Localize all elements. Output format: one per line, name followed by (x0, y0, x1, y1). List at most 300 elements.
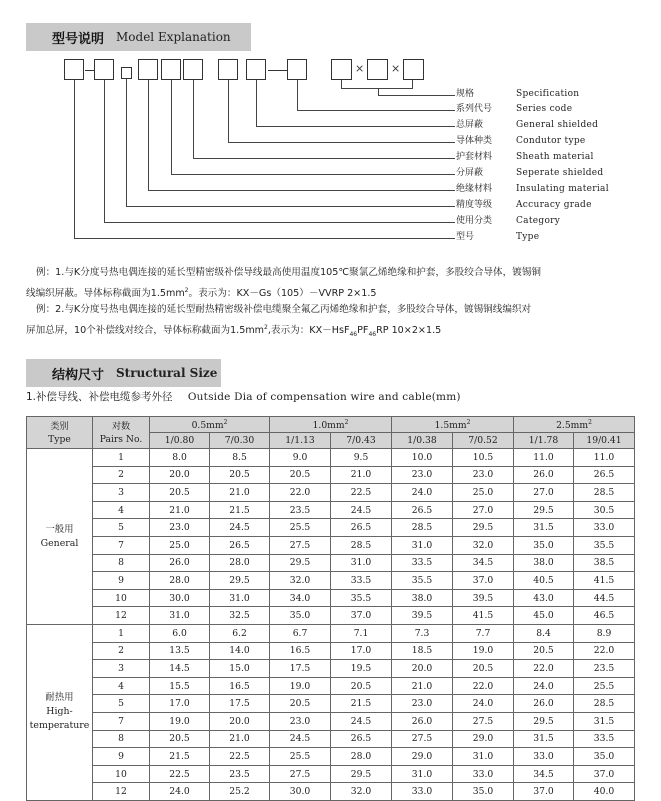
connector-line (256, 80, 257, 126)
superscript: 2 (184, 287, 189, 294)
code-box-accuracy (121, 67, 132, 79)
times-symbol: × (355, 62, 365, 75)
diameter-cell: 21.0 (210, 484, 270, 502)
example-2-code-end: RP 10×2×1.5 (376, 325, 442, 337)
connector-line (171, 174, 455, 175)
label-sheath-zh: 护套材料 (456, 152, 493, 162)
structure-section-title-en: Structural Size (116, 366, 218, 380)
diameter-cell: 7.1 (331, 625, 392, 643)
subheader-strand: 1/1.78 (514, 433, 574, 449)
diameter-cell: 38.0 (514, 554, 574, 572)
pairs-cell: 2 (93, 466, 150, 484)
diameter-cell: 31.0 (331, 554, 392, 572)
table-row (27, 537, 635, 555)
label-sheath-en: Sheath material (516, 152, 594, 162)
diameter-cell: 40.5 (514, 572, 574, 590)
pairs-cell: 5 (93, 519, 150, 537)
table-title-zh: 1.补偿导线、补偿电缆参考外径 (26, 391, 173, 403)
diameter-cell: 29.5 (331, 765, 392, 783)
connector-line (74, 238, 455, 239)
diameter-cell: 21.5 (210, 501, 270, 519)
diameter-cell: 19.0 (453, 642, 514, 660)
diameter-cell: 27.5 (453, 712, 514, 730)
diameter-cell: 25.5 (270, 519, 331, 537)
size-label: 1.0mm (312, 420, 345, 432)
diameter-cell: 9.0 (270, 449, 331, 467)
code-box-separate-shield (161, 59, 181, 80)
diameter-cell: 30.0 (150, 589, 210, 607)
header-size (392, 417, 514, 433)
diameter-cell: 16.5 (270, 642, 331, 660)
label-general-shield-en: General shielded (516, 120, 599, 130)
table-row (27, 449, 635, 467)
example-2-line-2 (26, 319, 636, 344)
group-label-en: High- (46, 706, 73, 718)
diameter-cell: 21.0 (210, 730, 270, 748)
pairs-cell: 10 (93, 589, 150, 607)
example-1-code: 。表示为：KX－Gs（105）－VVRP 2×1.5 (188, 288, 377, 300)
diameter-cell: 20.0 (210, 712, 270, 730)
diameter-cell: 17.0 (331, 642, 392, 660)
table-row (27, 712, 635, 730)
code-box-insulation (138, 59, 158, 80)
diameter-cell: 38.0 (392, 589, 453, 607)
diameter-cell: 22.5 (210, 748, 270, 766)
table-row (27, 783, 635, 801)
table-row (27, 677, 635, 695)
diameter-cell: 33.0 (574, 519, 635, 537)
diameter-cell: 39.5 (453, 589, 514, 607)
diameter-cell: 11.0 (574, 449, 635, 467)
diameter-cell: 14.0 (210, 642, 270, 660)
connector-line (412, 80, 413, 88)
connector-line (193, 80, 194, 158)
pairs-cell: 9 (93, 572, 150, 590)
subheader-strand: 1/0.38 (392, 433, 453, 449)
diameter-cell: 34.5 (453, 554, 514, 572)
connector-line (148, 190, 455, 191)
diameter-cell: 35.0 (270, 607, 331, 625)
header-size (514, 417, 635, 433)
diameter-cell: 33.5 (331, 572, 392, 590)
table-row (27, 572, 635, 590)
diameter-cell: 31.5 (514, 730, 574, 748)
diameter-cell: 31.0 (392, 765, 453, 783)
diameter-cell: 34.0 (270, 589, 331, 607)
label-separate-shield-en: Seperate shielded (516, 168, 604, 178)
group-label-zh: 耐热用 (45, 692, 74, 704)
diameter-cell: 33.5 (392, 554, 453, 572)
subheader-strand: 1/0.80 (150, 433, 210, 449)
diameter-cell: 21.0 (331, 466, 392, 484)
connector-line (378, 95, 455, 96)
diameter-cell: 17.5 (210, 695, 270, 713)
times-symbol: × (391, 62, 401, 75)
pairs-cell: 7 (93, 712, 150, 730)
diameter-cell: 21.5 (150, 748, 210, 766)
diameter-cell: 21.0 (392, 677, 453, 695)
diameter-cell: 41.5 (574, 572, 635, 590)
pairs-cell: 12 (93, 783, 150, 801)
diameter-cell: 21.5 (331, 695, 392, 713)
connector-line (341, 80, 342, 88)
diameter-cell: 30.5 (574, 501, 635, 519)
diameter-cell: 34.5 (514, 765, 574, 783)
diameter-cell: 24.0 (514, 677, 574, 695)
pairs-cell: 12 (93, 607, 150, 625)
subheader-strand: 7/0.30 (210, 433, 270, 449)
diameter-cell: 21.0 (150, 501, 210, 519)
code-box-general-shield (246, 59, 266, 80)
label-type-en: Type (516, 232, 540, 242)
diameter-cell: 19.0 (150, 712, 210, 730)
diameter-cell: 20.5 (514, 642, 574, 660)
connector-line (297, 80, 298, 110)
table-row (27, 607, 635, 625)
diameter-cell: 26.5 (210, 537, 270, 555)
superscript: 2 (344, 419, 349, 426)
diameter-cell: 29.5 (453, 519, 514, 537)
diameter-cell: 37.0 (514, 783, 574, 801)
connector-line (341, 88, 413, 89)
diameter-cell: 25.5 (270, 748, 331, 766)
table-row (27, 589, 635, 607)
diameter-cell: 32.5 (210, 607, 270, 625)
diameter-cell: 22.0 (574, 642, 635, 660)
diameter-cell: 31.0 (210, 589, 270, 607)
model-section-title-en: Model Explanation (116, 30, 231, 44)
diameter-cell: 17.5 (270, 660, 331, 678)
diameter-cell: 13.5 (150, 642, 210, 660)
diameter-cell: 29.0 (453, 730, 514, 748)
pairs-cell: 8 (93, 554, 150, 572)
subscript: 46 (349, 331, 358, 339)
diameter-cell: 22.5 (331, 484, 392, 502)
diameter-cell: 35.5 (392, 572, 453, 590)
table-row (27, 501, 635, 519)
code-box-category (94, 59, 114, 80)
header-pairs-zh: 对数 (111, 420, 131, 432)
diameter-cell: 6.7 (270, 625, 331, 643)
table-row (27, 765, 635, 783)
header-type-en: Type (48, 433, 71, 445)
diameter-cell: 35.5 (331, 589, 392, 607)
diameter-cell: 24.5 (331, 712, 392, 730)
diameter-cell: 20.5 (270, 466, 331, 484)
diameter-cell: 20.5 (270, 695, 331, 713)
label-spec-zh: 规格 (456, 89, 475, 99)
group-label-zh: 一般用 (45, 523, 74, 535)
connector-line (297, 110, 455, 111)
diameter-cell: 37.0 (453, 572, 514, 590)
label-accuracy-zh: 精度等级 (456, 200, 493, 210)
superscript: 2 (223, 419, 228, 426)
superscript: 2 (264, 324, 268, 331)
diameter-cell: 45.0 (514, 607, 574, 625)
diameter-cell: 23.5 (210, 765, 270, 783)
table-row (27, 625, 635, 643)
subheader-strand: 1/1.13 (270, 433, 331, 449)
diameter-cell: 37.0 (331, 607, 392, 625)
example-2-code-part: PF (357, 325, 369, 337)
diameter-cell: 25.2 (210, 783, 270, 801)
diameter-cell: 31.5 (574, 712, 635, 730)
diameter-cell: 37.0 (574, 765, 635, 783)
pairs-cell: 2 (93, 642, 150, 660)
diameter-cell: 28.5 (392, 519, 453, 537)
diameter-cell: 6.0 (150, 625, 210, 643)
superscript: 2 (588, 419, 592, 426)
example-2 (26, 301, 636, 344)
code-dash (85, 70, 94, 71)
diameter-cell: 22.0 (270, 484, 331, 502)
diameter-cell: 27.0 (453, 501, 514, 519)
diameter-cell: 23.0 (270, 712, 331, 730)
example-2-text: 屏加总屏，10个补偿线对绞合，导体标称截面为1.5mm (26, 325, 265, 337)
diameter-cell: 8.0 (150, 449, 210, 467)
diameter-cell: 25.0 (453, 484, 514, 502)
diameter-cell: 23.0 (392, 695, 453, 713)
connector-line (148, 80, 149, 190)
table-row (27, 642, 635, 660)
diameter-cell: 28.0 (150, 572, 210, 590)
diameter-cell: 26.0 (150, 554, 210, 572)
pairs-cell: 3 (93, 484, 150, 502)
label-series-en: Series code (516, 104, 573, 114)
group-label-en: General (40, 537, 79, 549)
diameter-cell: 26.5 (574, 466, 635, 484)
diameter-cell: 29.5 (210, 572, 270, 590)
model-section-header (26, 23, 251, 51)
diameter-cell: 15.5 (150, 677, 210, 695)
connector-line (193, 158, 455, 159)
table-row (27, 730, 635, 748)
label-insulation-zh: 绝缘材料 (456, 184, 493, 194)
connector-line (171, 80, 172, 174)
connector-line (126, 206, 455, 207)
pairs-cell: 1 (93, 625, 150, 643)
pairs-cell: 3 (93, 660, 150, 678)
diameter-cell: 20.5 (453, 660, 514, 678)
code-box-spec-2 (367, 59, 388, 80)
label-spec-en: Specification (516, 89, 580, 99)
model-section-title-zh: 型号说明 (52, 31, 105, 47)
header-size (150, 417, 270, 433)
code-box-spec-3 (403, 59, 424, 80)
diameter-cell: 11.0 (514, 449, 574, 467)
diameter-cell: 24.0 (453, 695, 514, 713)
subheader-strand: 7/0.52 (453, 433, 514, 449)
diameter-cell: 35.0 (514, 537, 574, 555)
diameter-cell: 19.0 (270, 677, 331, 695)
label-general-shield-zh: 总屏蔽 (456, 120, 484, 130)
diameter-cell: 7.7 (453, 625, 514, 643)
pairs-cell: 1 (93, 449, 150, 467)
label-conductor-en: Condutor type (516, 136, 586, 146)
header-type (27, 417, 93, 449)
table-row (27, 554, 635, 572)
diameter-cell: 26.5 (392, 501, 453, 519)
diameter-cell: 31.5 (514, 519, 574, 537)
diameter-cell: 28.5 (574, 695, 635, 713)
diameter-cell: 24.5 (210, 519, 270, 537)
subheader-strand: 7/0.43 (331, 433, 392, 449)
diameter-cell: 25.0 (150, 537, 210, 555)
diameter-cell: 40.0 (574, 783, 635, 801)
diameter-cell: 35.0 (574, 748, 635, 766)
diameter-cell: 22.0 (514, 660, 574, 678)
diameter-cell: 6.2 (210, 625, 270, 643)
diameter-cell: 33.5 (574, 730, 635, 748)
diameter-cell: 20.0 (392, 660, 453, 678)
label-separate-shield-zh: 分屏蔽 (456, 168, 484, 178)
diameter-cell: 18.5 (392, 642, 453, 660)
header-size (270, 417, 392, 433)
diameter-cell: 27.5 (392, 730, 453, 748)
label-accuracy-en: Accuracy grade (516, 200, 592, 210)
table-body (27, 449, 635, 801)
example-1-line-2 (26, 282, 636, 303)
group-label (27, 449, 93, 625)
diameter-cell: 10.5 (453, 449, 514, 467)
label-category-en: Category (516, 216, 561, 226)
connector-line (104, 80, 105, 222)
diameter-cell: 28.5 (331, 537, 392, 555)
diameter-cell: 9.5 (331, 449, 392, 467)
diameter-cell: 23.5 (270, 501, 331, 519)
diameter-cell: 27.5 (270, 537, 331, 555)
diameter-cell: 39.5 (392, 607, 453, 625)
diameter-cell: 8.9 (574, 625, 635, 643)
label-conductor-zh: 导体种类 (456, 136, 493, 146)
diameter-cell: 17.0 (150, 695, 210, 713)
diameter-cell: 29.0 (392, 748, 453, 766)
pairs-cell: 10 (93, 765, 150, 783)
pairs-cell: 4 (93, 501, 150, 519)
example-2-line-1: 例：2.与K分度号热电偶连接的延长型耐热精密级补偿电缆聚全氟乙丙烯绝缘和护套，多股绞合导体，镀锡铜线编织对 (36, 304, 532, 315)
diameter-cell: 27.5 (270, 765, 331, 783)
diameter-cell: 24.0 (150, 783, 210, 801)
header-type-zh: 类别 (50, 420, 69, 432)
diameter-cell: 31.0 (392, 537, 453, 555)
connector-line (228, 142, 455, 143)
structure-section-title-zh: 结构尺寸 (52, 367, 105, 383)
diameter-cell: 15.0 (210, 660, 270, 678)
diameter-cell: 27.0 (514, 484, 574, 502)
group-label (27, 625, 93, 801)
diameter-cell: 23.5 (574, 660, 635, 678)
diameter-cell: 16.5 (210, 677, 270, 695)
diameter-cell: 32.0 (453, 537, 514, 555)
table-row (27, 660, 635, 678)
pairs-cell: 4 (93, 677, 150, 695)
code-box-sheath (183, 59, 203, 80)
diameter-cell: 35.0 (453, 783, 514, 801)
label-series-zh: 系列代号 (456, 104, 493, 114)
diameter-cell: 24.5 (331, 501, 392, 519)
diameter-cell: 26.0 (514, 466, 574, 484)
diameter-cell: 22.0 (453, 677, 514, 695)
diameter-cell: 20.5 (150, 730, 210, 748)
diameter-cell: 26.5 (331, 519, 392, 537)
diameter-cell: 29.5 (270, 554, 331, 572)
connector-line (228, 80, 229, 142)
size-label: 1.5mm (434, 420, 467, 432)
diameter-cell: 26.0 (514, 695, 574, 713)
diameter-cell: 33.0 (392, 783, 453, 801)
diameter-cell: 26.0 (392, 712, 453, 730)
diameter-cell: 23.0 (392, 466, 453, 484)
diameter-cell: 25.5 (574, 677, 635, 695)
diameter-cell: 30.0 (270, 783, 331, 801)
diameter-cell: 28.0 (210, 554, 270, 572)
diameter-cell: 22.5 (150, 765, 210, 783)
label-insulation-en: Insulating material (516, 184, 609, 194)
diameter-cell: 24.0 (392, 484, 453, 502)
superscript: 2 (466, 419, 471, 426)
code-box-type (64, 59, 84, 80)
diameter-cell: 20.5 (210, 466, 270, 484)
pairs-cell: 9 (93, 748, 150, 766)
connector-line (74, 80, 75, 238)
diameter-cell: 44.5 (574, 589, 635, 607)
diameter-cell: 33.0 (453, 765, 514, 783)
connector-line (126, 79, 127, 206)
example-2-code: ,表示为：KX－HsF (267, 325, 350, 337)
diameter-cell: 20.5 (150, 484, 210, 502)
diameter-cell: 29.5 (514, 501, 574, 519)
table-title-en: Outside Dia of compensation wire and cable(mm) (187, 391, 461, 403)
connector-line (104, 222, 455, 223)
table-row (27, 484, 635, 502)
diameter-cell: 41.5 (453, 607, 514, 625)
table-row (27, 748, 635, 766)
group-label-en-2: temperature (29, 720, 90, 732)
code-box-spec-1 (331, 59, 352, 80)
diameter-cell: 14.5 (150, 660, 210, 678)
diameter-cell: 32.0 (331, 783, 392, 801)
diameter-cell: 46.5 (574, 607, 635, 625)
diameter-cell: 19.5 (331, 660, 392, 678)
size-label: 0.5mm (191, 420, 224, 432)
diameter-cell: 35.5 (574, 537, 635, 555)
structure-section-header (26, 359, 221, 387)
diameter-cell: 20.5 (331, 677, 392, 695)
label-type-zh: 型号 (456, 232, 475, 242)
diameter-cell: 23.0 (150, 519, 210, 537)
label-category-zh: 使用分类 (456, 216, 493, 226)
size-label: 2.5mm (556, 420, 589, 432)
diameter-cell: 31.0 (150, 607, 210, 625)
connector-line (256, 126, 455, 127)
diameter-cell: 28.0 (331, 748, 392, 766)
diameter-cell: 43.0 (514, 589, 574, 607)
diameter-cell: 31.0 (453, 748, 514, 766)
diameter-cell: 20.0 (150, 466, 210, 484)
code-box-conductor (218, 59, 238, 80)
header-pairs (93, 417, 150, 449)
subheader-strand: 19/0.41 (574, 433, 635, 449)
diameter-cell: 23.0 (453, 466, 514, 484)
diameter-cell: 10.0 (392, 449, 453, 467)
diameter-cell: 8.5 (210, 449, 270, 467)
outside-diameter-table (26, 416, 635, 801)
table-row (27, 466, 635, 484)
pairs-cell: 7 (93, 537, 150, 555)
example-1-text: 线编织屏蔽。导体标称截面为1.5mm (26, 288, 185, 300)
table-row (27, 519, 635, 537)
code-box-series (287, 59, 307, 80)
